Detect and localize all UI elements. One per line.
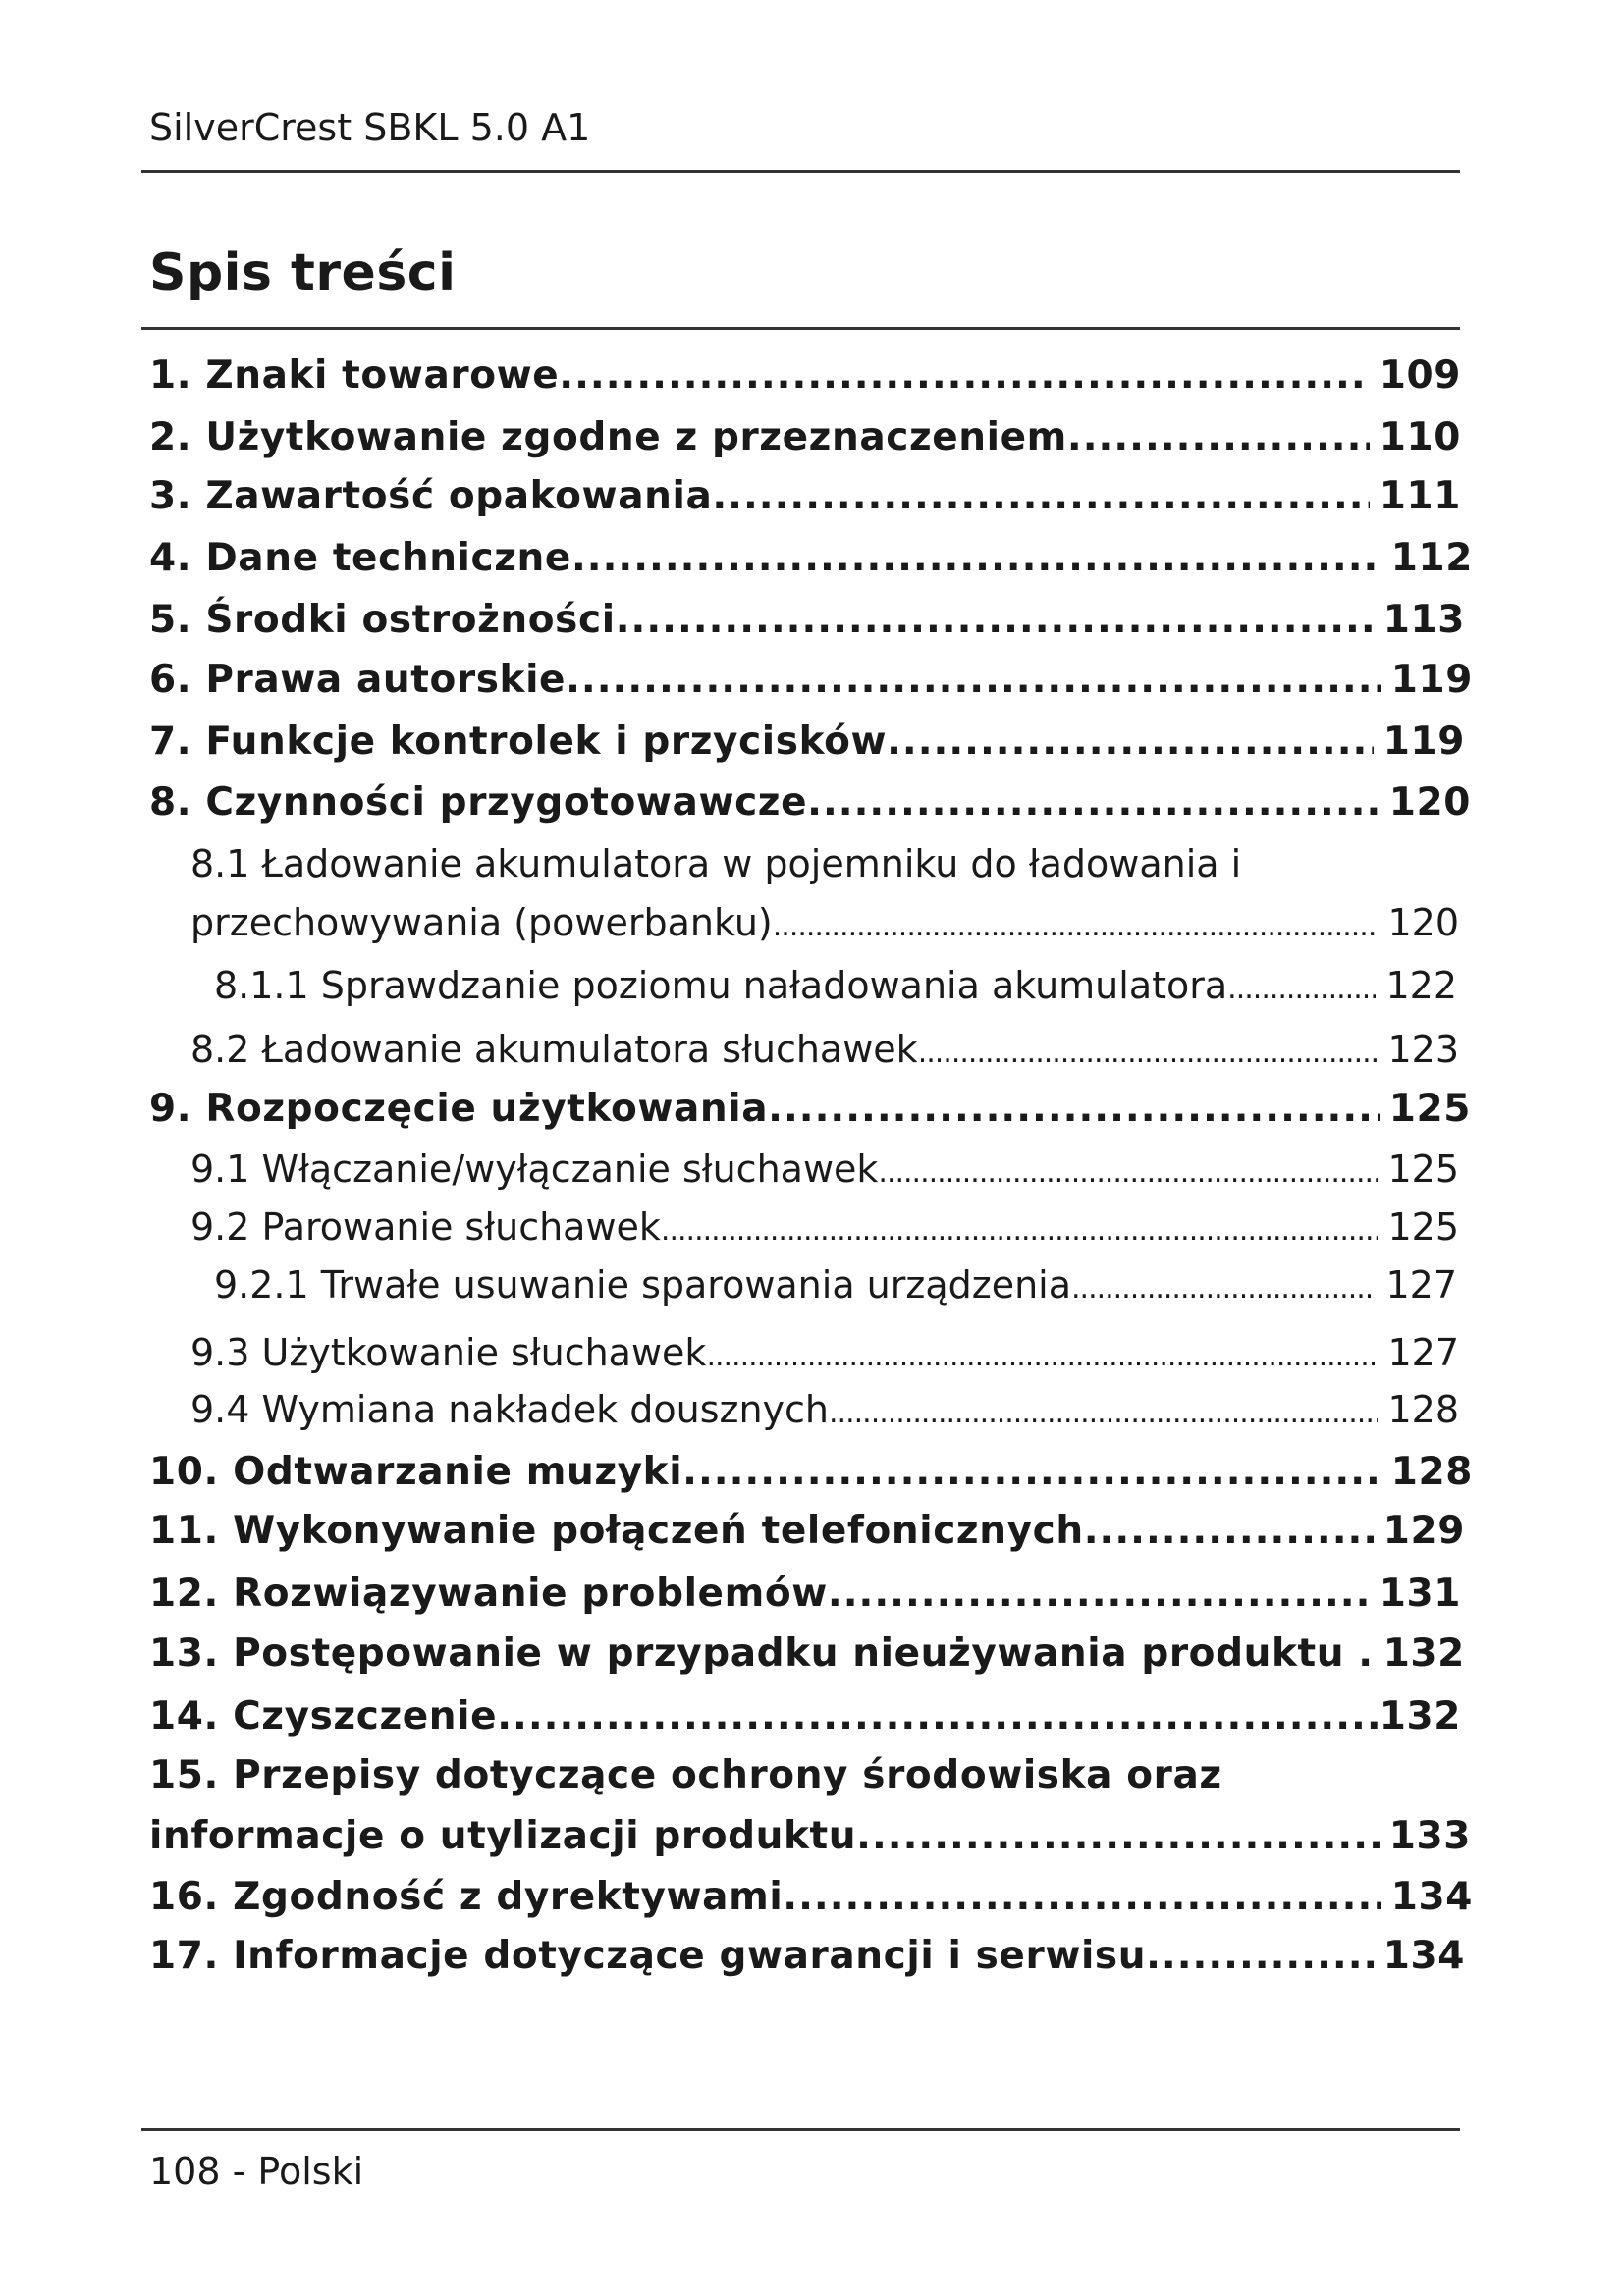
toc-entry-page: 134 xyxy=(1390,1875,1473,1919)
dot-leader xyxy=(566,658,1381,702)
toc-entry-page: 110 xyxy=(1379,415,1461,459)
toc-entry-label: 10. Odtwarzanie muzyki xyxy=(149,1450,683,1494)
toc-entry[interactable] xyxy=(149,353,1461,398)
dot-leader xyxy=(616,598,1374,642)
toc-entry[interactable] xyxy=(149,1814,1471,1858)
dot-leader xyxy=(661,1213,1379,1248)
toc-entry-label: 12. Rozwiązywanie problemów xyxy=(149,1572,828,1616)
dot-leader xyxy=(1067,415,1370,459)
toc-entry-page: 134 xyxy=(1382,1934,1465,1978)
toc-entry-label: 9.3 Użytkowanie słuchawek xyxy=(190,1331,707,1374)
toc-entry-label: 13. Postępowanie w przypadku nieużywania produktu . xyxy=(149,1631,1374,1676)
toc-entry-page: 109 xyxy=(1379,353,1461,398)
toc-entry-label: informacje o utylizacji produktu xyxy=(149,1814,857,1858)
toc-entry-page: 122 xyxy=(1385,964,1457,1007)
toc-entry-page: 125 xyxy=(1388,1087,1471,1131)
toc-entry-page: 132 xyxy=(1379,1694,1461,1738)
toc-entry[interactable] xyxy=(190,1205,1459,1249)
toc-entry-label: 8.2 Ładowanie akumulatora słuchawek xyxy=(190,1028,918,1071)
toc-entry[interactable] xyxy=(190,1388,1459,1431)
toc-entry-label-line[interactable]: 15. Przepisy dotyczące ochrony środowiska oraz xyxy=(149,1753,1222,1797)
toc-entry[interactable] xyxy=(190,901,1459,944)
toc-entry-label-line[interactable]: 8.1 Ładowanie akumulatora w pojemniku do ładowania i xyxy=(190,842,1242,885)
toc-entry-label: 8.1.1 Sprawdzanie poziomu naładowania akumulatora xyxy=(214,964,1228,1007)
dot-leader xyxy=(1071,1271,1376,1306)
toc-entry[interactable] xyxy=(214,1263,1457,1307)
dot-leader xyxy=(829,1396,1378,1430)
toc-entry-label: 1. Znaki towarowe xyxy=(149,353,560,398)
toc-entry-page: 127 xyxy=(1385,1263,1457,1307)
toc-entry[interactable] xyxy=(149,780,1471,825)
toc-entry-label: 11. Wykonywanie połączeń telefonicznych xyxy=(149,1509,1084,1553)
toc-entry-label: 16. Zgodność z dyrektywami xyxy=(149,1875,784,1919)
toc-entry[interactable] xyxy=(149,1934,1465,1978)
dot-leader xyxy=(706,1339,1378,1373)
toc-entry-page: 132 xyxy=(1382,1631,1465,1676)
page-title: Spis treści xyxy=(149,243,457,302)
toc-entry-page: 119 xyxy=(1382,720,1465,764)
toc-entry[interactable] xyxy=(149,1631,1473,1676)
toc-entry-page: 120 xyxy=(1387,901,1459,944)
toc-entry-label: 4. Dane techniczne xyxy=(149,536,571,580)
toc-entry[interactable] xyxy=(190,1028,1459,1071)
toc-entry-page: 131 xyxy=(1379,1572,1461,1616)
toc-entry-label: 17. Informacje dotyczące gwarancji i serwisu xyxy=(149,1934,1147,1978)
dot-leader xyxy=(559,353,1370,398)
toc-entry[interactable] xyxy=(214,964,1457,1007)
dot-leader xyxy=(773,909,1379,943)
toc-entry[interactable] xyxy=(149,658,1473,702)
toc-entry[interactable] xyxy=(149,1572,1461,1616)
dot-leader xyxy=(828,1572,1370,1616)
running-header: SilverCrest SBKL 5.0 A1 xyxy=(149,106,591,149)
dot-leader xyxy=(682,1450,1381,1494)
page-footer: 108 - Polski xyxy=(149,2150,364,2193)
dot-leader xyxy=(768,1087,1380,1131)
toc-entry[interactable] xyxy=(149,1875,1473,1919)
toc-entry[interactable] xyxy=(149,720,1465,764)
dot-leader xyxy=(1227,972,1376,1006)
toc-entry-page: 125 xyxy=(1387,1205,1459,1249)
dot-leader xyxy=(497,1694,1380,1738)
toc-entry[interactable] xyxy=(190,1148,1459,1191)
dot-leader xyxy=(807,780,1380,825)
toc-entry-label: 9.2 Parowanie słuchawek xyxy=(190,1205,661,1249)
toc-entry-page: 123 xyxy=(1387,1028,1459,1071)
dot-leader xyxy=(1084,1509,1374,1553)
toc-entry-label: 9.1 Włączanie/wyłączanie słuchawek xyxy=(190,1148,879,1191)
dot-leader xyxy=(878,1155,1378,1190)
toc-entry[interactable] xyxy=(149,1694,1461,1738)
toc-entry[interactable] xyxy=(149,1509,1465,1553)
toc-entry-label: 14. Czyszczenie xyxy=(149,1694,498,1738)
toc-entry-page: 133 xyxy=(1388,1814,1471,1858)
toc-entry[interactable] xyxy=(190,1331,1459,1374)
toc-entry-page: 128 xyxy=(1390,1450,1473,1494)
dot-leader xyxy=(887,720,1374,764)
toc-entry[interactable] xyxy=(149,415,1461,459)
toc-entry-page: 113 xyxy=(1382,598,1465,642)
toc-entry-label: 6. Prawa autorskie xyxy=(149,658,567,702)
toc-entry-label: 7. Funkcje kontrolek i przycisków xyxy=(149,720,888,764)
toc-entry-page: 111 xyxy=(1379,474,1461,518)
toc-entry-label: 5. Środki ostrożności xyxy=(149,598,616,642)
toc-entry-page: 129 xyxy=(1382,1509,1465,1553)
dot-leader xyxy=(918,1036,1379,1070)
toc-entry-label: 9.2.1 Trwałe usuwanie sparowania urządzenia xyxy=(214,1263,1071,1307)
toc-entry-label: 3. Zawartość opakowania xyxy=(149,474,713,518)
toc-entry-label: przechowywania (powerbanku) xyxy=(190,901,773,944)
toc-entry[interactable] xyxy=(149,474,1461,518)
toc-entry-page: 119 xyxy=(1390,658,1473,702)
toc-entry-page: 128 xyxy=(1387,1388,1459,1431)
toc-entry-page: 125 xyxy=(1387,1148,1459,1191)
dot-leader xyxy=(1146,1934,1374,1978)
toc-entry-label: 9. Rozpoczęcie użytkowania xyxy=(149,1087,769,1131)
dot-leader xyxy=(571,536,1381,580)
toc-entry[interactable] xyxy=(149,1450,1473,1494)
toc-entry-label: 8. Czynności przygotowawcze xyxy=(149,780,808,825)
footer-divider xyxy=(141,2128,1460,2131)
toc-entry[interactable] xyxy=(149,536,1473,580)
toc-entry-label: 9.4 Wymiana nakładek dousznych xyxy=(190,1388,830,1431)
toc-entry-page: 112 xyxy=(1390,536,1473,580)
toc-entry-label: 2. Użytkowanie zgodne z przeznaczeniem xyxy=(149,415,1067,459)
toc-entry[interactable] xyxy=(149,598,1465,642)
toc-entry-page: 127 xyxy=(1387,1331,1459,1374)
toc-entry-page: 120 xyxy=(1388,780,1471,825)
toc-entry[interactable] xyxy=(149,1087,1471,1131)
dot-leader xyxy=(856,1814,1380,1858)
dot-leader xyxy=(712,474,1369,518)
dot-leader xyxy=(783,1875,1380,1919)
